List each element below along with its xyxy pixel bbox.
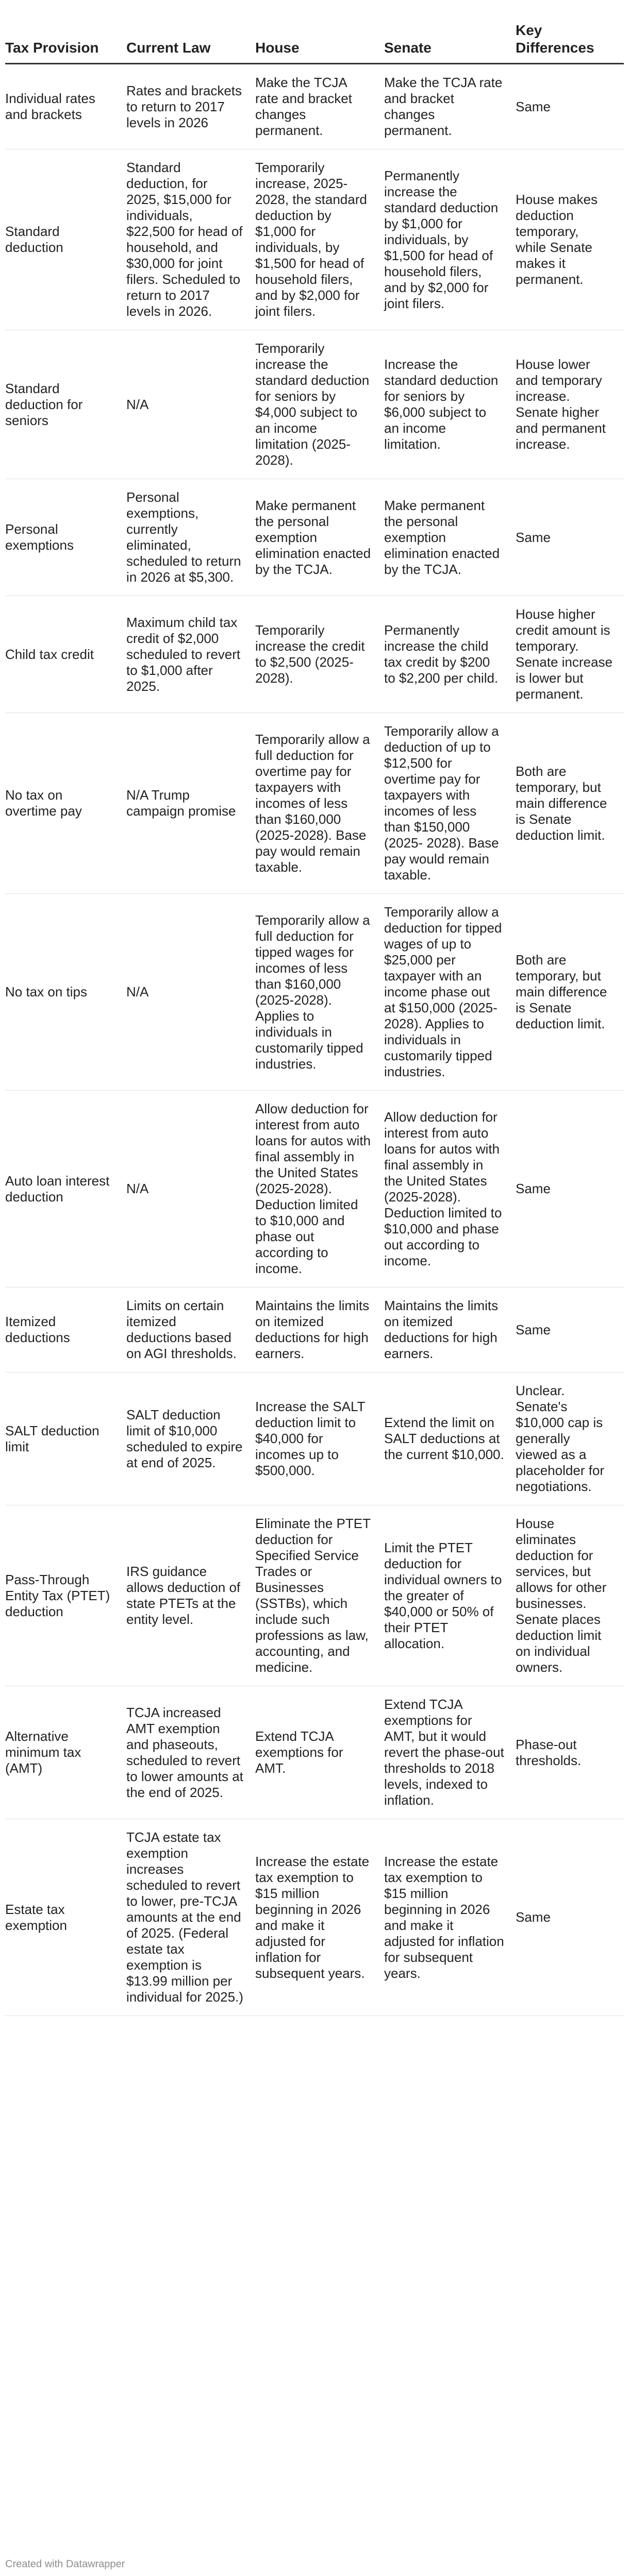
tax-provision-comparison-table (5, 21, 624, 2016)
cell-current-law: TCJA increased AMT exemption and phaseouts, scheduled to revert to lower amounts at the end of 2025. (126, 1686, 255, 1819)
cell-senate: Temporarily allow a deduction of up to $12,500 for overtime pay for taxpayers with incomes of less than $150,000 (2025- 2028). Base pay would remain taxable. (384, 713, 516, 894)
cell-house: Increase the estate tax exemption to $15 million beginning in 2026 and make it adjusted for inflation for subsequent years. (255, 1819, 384, 2016)
cell-house: Allow deduction for interest from auto loans for autos with final assembly in the United States (2025-2028). Deduction limited to $10,000 and phase out according to income. (255, 1091, 384, 1287)
cell-key-differences: Same (516, 1091, 624, 1287)
cell-key-differences: House eliminates deduction for services, but allows for other businesses. Senate places deduction limit on individual owners. (516, 1505, 624, 1686)
table-row (5, 894, 624, 1091)
cell-tax-provision: Auto loan interest deduction (5, 1091, 126, 1287)
cell-senate: Permanently increase the child tax credit by $200 to $2,200 per child. (384, 596, 516, 713)
cell-current-law: SALT deduction limit of $10,000 scheduled to expire at end of 2025. (126, 1372, 255, 1505)
cell-tax-provision: Alternative minimum tax (AMT) (5, 1686, 126, 1819)
table-row (5, 1287, 624, 1372)
cell-house: Extend TCJA exemptions for AMT. (255, 1686, 384, 1819)
cell-current-law: TCJA estate tax exemption increases scheduled to revert to lower, pre-TCJA amounts at the end of 2025. (Federal estate tax exemption is $13.99 million per individual for 2025.) (126, 1819, 255, 2016)
table-row (5, 1372, 624, 1505)
table-row (5, 64, 624, 149)
table-header-row (5, 21, 624, 64)
cell-tax-provision: Standard deduction (5, 149, 126, 330)
cell-senate: Increase the estate tax exemption to $15 million beginning in 2026 and make it adjusted for inflation for subsequent years. (384, 1819, 516, 2016)
cell-current-law: N/A Trump campaign promise (126, 713, 255, 894)
cell-senate: Increase the standard deduction for seniors by $6,000 subject to an income limitation. (384, 330, 516, 479)
cell-key-differences: Phase-out thresholds. (516, 1686, 624, 1819)
cell-tax-provision: SALT deduction limit (5, 1372, 126, 1505)
comparison-table-container (5, 21, 624, 2016)
cell-current-law: Limits on certain itemized deductions based on AGI thresholds. (126, 1287, 255, 1372)
cell-key-differences: Same (516, 64, 624, 149)
cell-house: Make the TCJA rate and bracket changes permanent. (255, 64, 384, 149)
cell-tax-provision: Estate tax exemption (5, 1819, 126, 2016)
cell-house: Maintains the limits on itemized deductions for high earners. (255, 1287, 384, 1372)
cell-house: Temporarily allow a full deduction for tipped wages for incomes of less than $160,000 (2025-2028). Applies to individuals in customarily tipped industries. (255, 894, 384, 1091)
table-row (5, 1686, 624, 1819)
cell-current-law: N/A (126, 330, 255, 479)
cell-key-differences: Same (516, 1819, 624, 2016)
cell-current-law: N/A (126, 1091, 255, 1287)
cell-key-differences: House lower and temporary increase. Senate higher and permanent increase. (516, 330, 624, 479)
header-senate[interactable]: Senate (384, 21, 516, 64)
cell-house: Temporarily allow a full deduction for overtime pay for taxpayers with incomes of less than $160,000 (2025-2028). Base pay would remain taxable. (255, 713, 384, 894)
table-row (5, 330, 624, 479)
cell-tax-provision: Standard deduction for seniors (5, 330, 126, 479)
table-row (5, 149, 624, 330)
table-row (5, 479, 624, 596)
cell-senate: Limit the PTET deduction for individual owners to the greater of $40,000 or 50% of their PTET allocation. (384, 1505, 516, 1686)
header-tax-provision[interactable]: Tax Provision (5, 21, 126, 64)
cell-key-differences: Both are temporary, but main difference is Senate deduction limit. (516, 713, 624, 894)
cell-house: Temporarily increase the standard deduction for seniors by $4,000 subject to an income limitation (2025-2028). (255, 330, 384, 479)
table-row (5, 1091, 624, 1287)
cell-current-law: N/A (126, 894, 255, 1091)
table-row (5, 1505, 624, 1686)
cell-house: Temporarily increase the credit to $2,500 (2025-2028). (255, 596, 384, 713)
header-current-law[interactable]: Current Law (126, 21, 255, 64)
cell-tax-provision: Individual rates and brackets (5, 64, 126, 149)
cell-senate: Maintains the limits on itemized deductions for high earners. (384, 1287, 516, 1372)
cell-tax-provision: No tax on tips (5, 894, 126, 1091)
cell-house: Increase the SALT deduction limit to $40,000 for incomes up to $500,000. (255, 1372, 384, 1505)
cell-senate: Make permanent the personal exemption elimination enacted by the TCJA. (384, 479, 516, 596)
cell-tax-provision: Child tax credit (5, 596, 126, 713)
cell-current-law: Rates and brackets to return to 2017 levels in 2026 (126, 64, 255, 149)
datawrapper-credit[interactable]: Created with Datawrapper (5, 2558, 125, 2570)
cell-senate: Permanently increase the standard deduction by $1,000 for individuals, by $1,500 for head of household filers, and by $2,000 for joint filers. (384, 149, 516, 330)
cell-key-differences: Unclear. Senate's $10,000 cap is generally viewed as a placeholder for negotiations. (516, 1372, 624, 1505)
table-row (5, 713, 624, 894)
cell-key-differences: Both are temporary, but main difference is Senate deduction limit. (516, 894, 624, 1091)
cell-current-law: Standard deduction, for 2025, $15,000 for individuals, $22,500 for head of household, and $30,000 for joint filers. Scheduled to return to 2017 levels in 2026. (126, 149, 255, 330)
table-row (5, 596, 624, 713)
cell-tax-provision: Pass-Through Entity Tax (PTET) deduction (5, 1505, 126, 1686)
cell-tax-provision: No tax on overtime pay (5, 713, 126, 894)
cell-current-law: IRS guidance allows deduction of state PTETs at the entity level. (126, 1505, 255, 1686)
cell-key-differences: Same (516, 1287, 624, 1372)
cell-house: Eliminate the PTET deduction for Specified Service Trades or Businesses (SSTBs), which include such professions as law, accounting, and medicine. (255, 1505, 384, 1686)
cell-house: Make permanent the personal exemption elimination enacted by the TCJA. (255, 479, 384, 596)
cell-tax-provision: Personal exemptions (5, 479, 126, 596)
cell-senate: Make the TCJA rate and bracket changes permanent. (384, 64, 516, 149)
cell-senate: Temporarily allow a deduction for tipped wages of up to $25,000 per taxpayer with an income phase out at $150,000 (2025-2028). Applies to individuals in customarily tipped industries. (384, 894, 516, 1091)
header-key-differences[interactable]: Key Differences (516, 21, 624, 64)
cell-current-law: Maximum child tax credit of $2,000 scheduled to revert to $1,000 after 2025. (126, 596, 255, 713)
cell-key-differences: House makes deduction temporary, while Senate makes it permanent. (516, 149, 624, 330)
cell-key-differences: Same (516, 479, 624, 596)
cell-house: Temporarily increase, 2025-2028, the standard deduction by $1,000 for individuals, by $1,500 for head of household filers, and by $2,000 for joint filers. (255, 149, 384, 330)
cell-senate: Allow deduction for interest from auto loans for autos with final assembly in the United States (2025-2028). Deduction limited to $10,000 and phase out according to income. (384, 1091, 516, 1287)
cell-senate: Extend TCJA exemptions for AMT, but it would revert the phase-out thresholds to 2018 levels, indexed to inflation. (384, 1686, 516, 1819)
header-house[interactable]: House (255, 21, 384, 64)
cell-key-differences: House higher credit amount is temporary. Senate increase is lower but permanent. (516, 596, 624, 713)
cell-senate: Extend the limit on SALT deductions at the current $10,000. (384, 1372, 516, 1505)
table-row (5, 1819, 624, 2016)
cell-current-law: Personal exemptions, currently eliminated, scheduled to return in 2026 at $5,300. (126, 479, 255, 596)
cell-tax-provision: Itemized deductions (5, 1287, 126, 1372)
